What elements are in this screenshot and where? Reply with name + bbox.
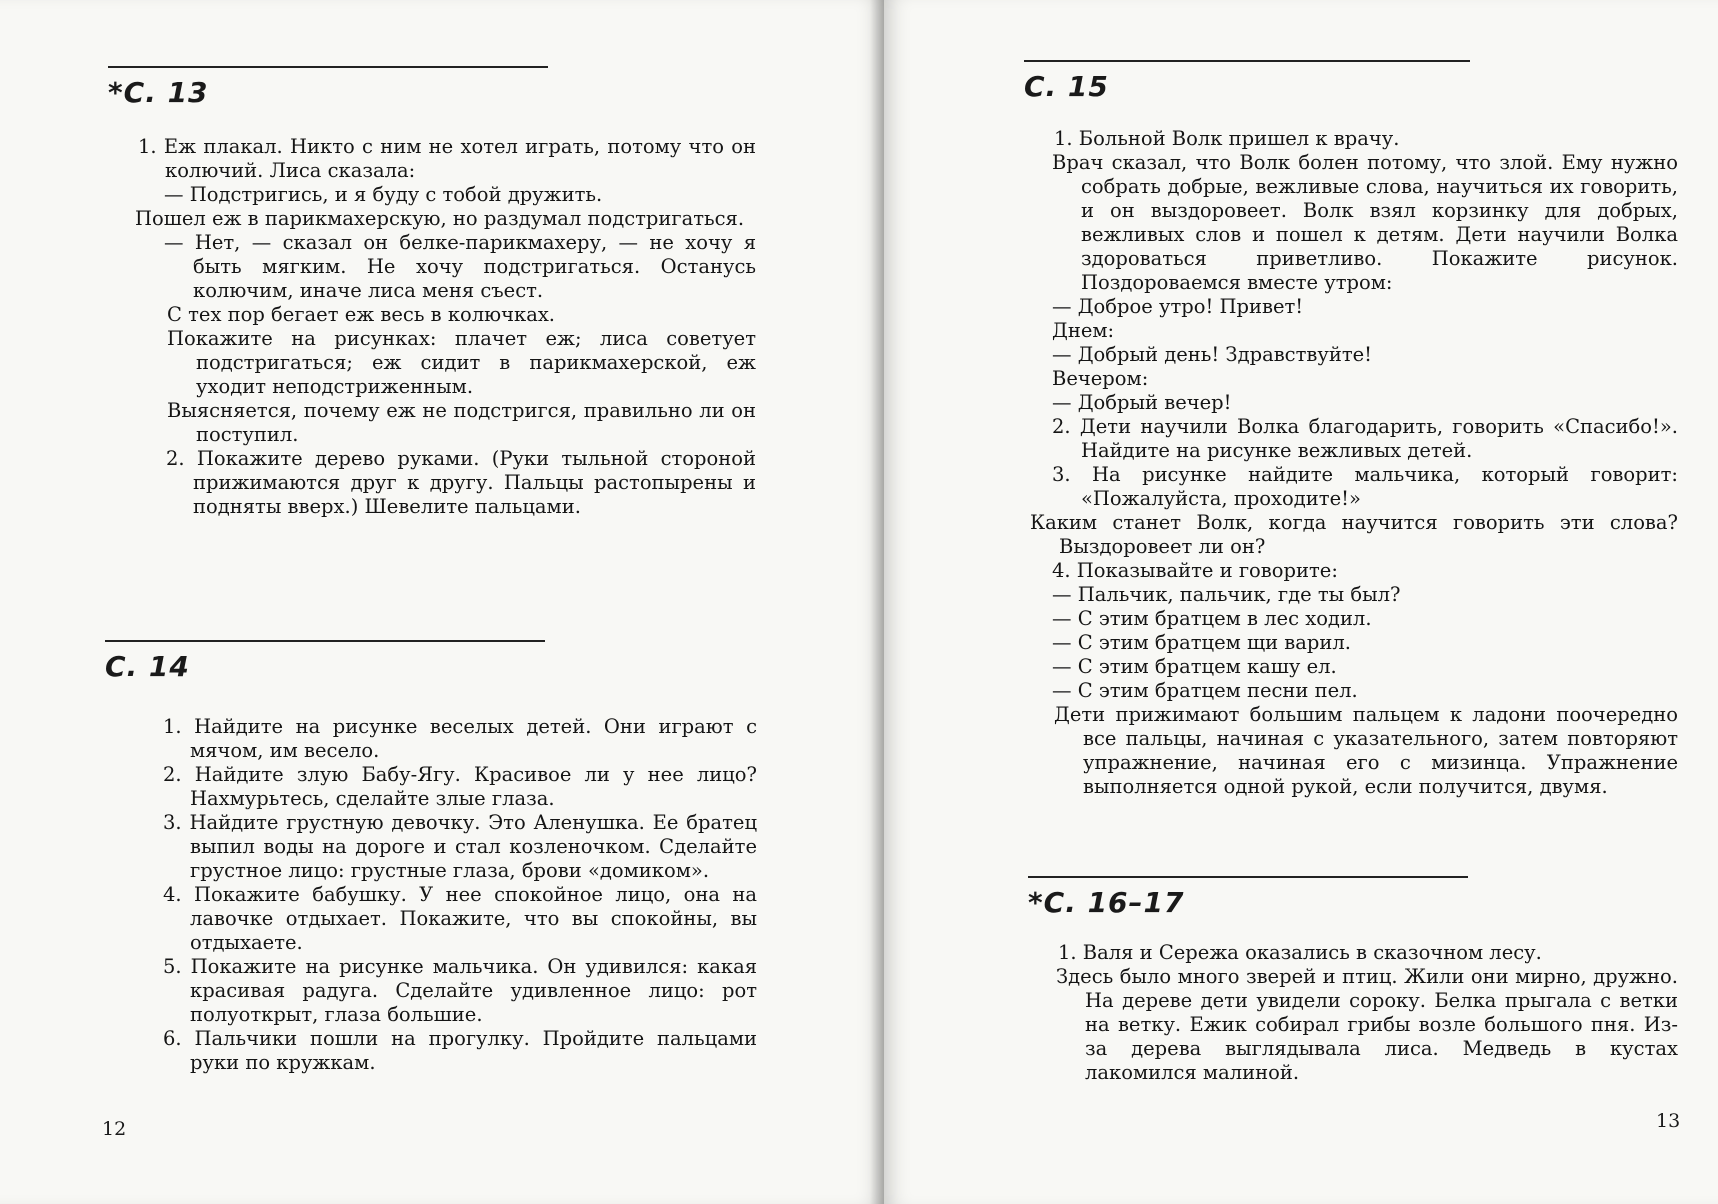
paragraph: — Нет, — сказал он белке-парикмахеру, — не хочу я быть мягким. Не хочу подстригаться. Останусь колючим, иначе лиса меня съест. — [164, 231, 756, 302]
paragraph: 1. Еж плакал. Никто с ним не хотел играть, потому что он колючий. Лиса сказала: — [138, 135, 756, 182]
paragraph: — С этим братцем в лес ходил. — [1052, 607, 1372, 630]
section-body — [108, 135, 756, 519]
paragraph: — С этим братцем кашу ел. — [1052, 655, 1337, 678]
paragraph: 4. Покажите бабушку. У нее спокойное лицо, она на лавочке отдыхает. Покажите, что вы спокойны, вы отдыхаете. — [163, 883, 757, 954]
paragraph: — С этим братцем песни пел. — [1052, 679, 1358, 702]
section-p13 — [108, 66, 756, 519]
section-rule — [108, 66, 548, 68]
section-body — [105, 715, 757, 1075]
paragraph: — С этим братцем щи варил. — [1052, 631, 1351, 654]
paragraph: — Добрый вечер! — [1052, 391, 1232, 414]
paragraph: 3. Найдите грустную девочку. Это Аленушка. Ее братец выпил воды на дороге и стал козленочком. Сделайте грустное лицо: грустные глаза, брови «домиком». — [163, 811, 757, 882]
paragraph: — Доброе утро! Привет! — [1052, 295, 1304, 318]
paragraph: 2. Дети научили Волка благодарить, говорить «Спасибо!». Найдите на рисунке вежливых детей. — [1052, 415, 1678, 462]
paragraph: Пошел еж в парикмахерскую, но раздумал подстригаться. — [135, 207, 745, 230]
section-heading: С. 15 — [1024, 70, 1109, 103]
paragraph: Днем: — [1052, 319, 1115, 342]
paragraph: — Добрый день! Здравствуйте! — [1052, 343, 1372, 366]
paragraph: 4. Показывайте и говорите: — [1052, 559, 1338, 582]
paragraph: 5. Покажите на рисунке мальчика. Он удивился: какая красивая радуга. Сделайте удивленное лицо: рот полуоткрыт, глаза большие. — [163, 955, 757, 1026]
paragraph: Выясняется, почему еж не подстригся, правильно ли он поступил. — [167, 399, 756, 446]
paragraph: 1. Найдите на рисунке веселых детей. Они играют с мячом, им весело. — [163, 715, 757, 762]
paragraph: Вечером: — [1052, 367, 1149, 390]
section-p16-17 — [1028, 876, 1678, 1085]
paragraph: — Пальчик, пальчик, где ты был? — [1052, 583, 1401, 606]
section-body — [1028, 941, 1678, 1085]
paragraph: Дети прижимают большим пальцем к ладони поочередно все пальцы, начиная с указательного, затем повторяют упражнение, начиная его с мизинца. Упражнение выполняется одной рукой, если получится, двумя. — [1054, 703, 1678, 798]
paragraph: 1. Валя и Сережа оказались в сказочном лесу. — [1058, 941, 1542, 964]
section-heading: *С. 13 — [108, 76, 209, 109]
paragraph: Врач сказал, что Волк болен потому, что злой. Ему нужно собрать добрые, вежливые слова, научиться их говорить, и он выздоровеет. Волк взял корзинку для добрых, вежливых слов и пошел к детям. Дети научили Волка здороваться приветливо. Покажите рисунок. Поздороваемся вместе утром: — [1052, 151, 1678, 294]
right-page — [884, 0, 1718, 1204]
page-number: 13 — [1656, 1110, 1681, 1132]
section-p14 — [105, 640, 757, 1075]
paragraph: — Подстригись, и я буду с тобой дружить. — [164, 183, 603, 206]
paragraph: 2. Найдите злую Бабу-Ягу. Красивое ли у нее лицо? Нахмурьтесь, сделайте злые глаза. — [163, 763, 757, 810]
section-heading: *С. 16–17 — [1028, 886, 1185, 919]
paragraph: 3. На рисунке найдите мальчика, который говорит: «Пожалуйста, проходите!» — [1052, 463, 1678, 510]
paragraph: С тех пор бегает еж весь в колючках. — [167, 303, 556, 326]
section-heading: С. 14 — [105, 650, 190, 683]
section-rule — [1024, 60, 1470, 62]
section-rule — [1028, 876, 1468, 878]
paragraph: 6. Пальчики пошли на прогулку. Пройдите пальцами руки по кружкам. — [163, 1027, 757, 1074]
paragraph: 1. Больной Волк пришел к врачу. — [1054, 127, 1400, 150]
section-p15 — [1024, 60, 1678, 799]
paragraph: Здесь было много зверей и птиц. Жили они мирно, дружно. На дереве дети увидели сороку. Белка прыгала с ветки на ветку. Ежик собирал грибы возле большого пня. Из-за дерева выглядывала лиса. Медведь в кустах лакомился малиной. — [1056, 965, 1678, 1084]
paragraph: Каким станет Волк, когда научится говорить эти слова? Выздоровеет ли он? — [1030, 511, 1678, 558]
section-body — [1024, 127, 1678, 799]
paragraph: 2. Покажите дерево руками. (Руки тыльной стороной прижимаются друг к другу. Пальцы растопырены и подняты вверх.) Шевелите пальцами. — [166, 447, 756, 518]
section-rule — [105, 640, 545, 642]
page-number: 12 — [102, 1118, 127, 1140]
paragraph: Покажите на рисунках: плачет еж; лиса советует подстригаться; еж сидит в парикмахерской, еж уходит неподстриженным. — [167, 327, 756, 398]
